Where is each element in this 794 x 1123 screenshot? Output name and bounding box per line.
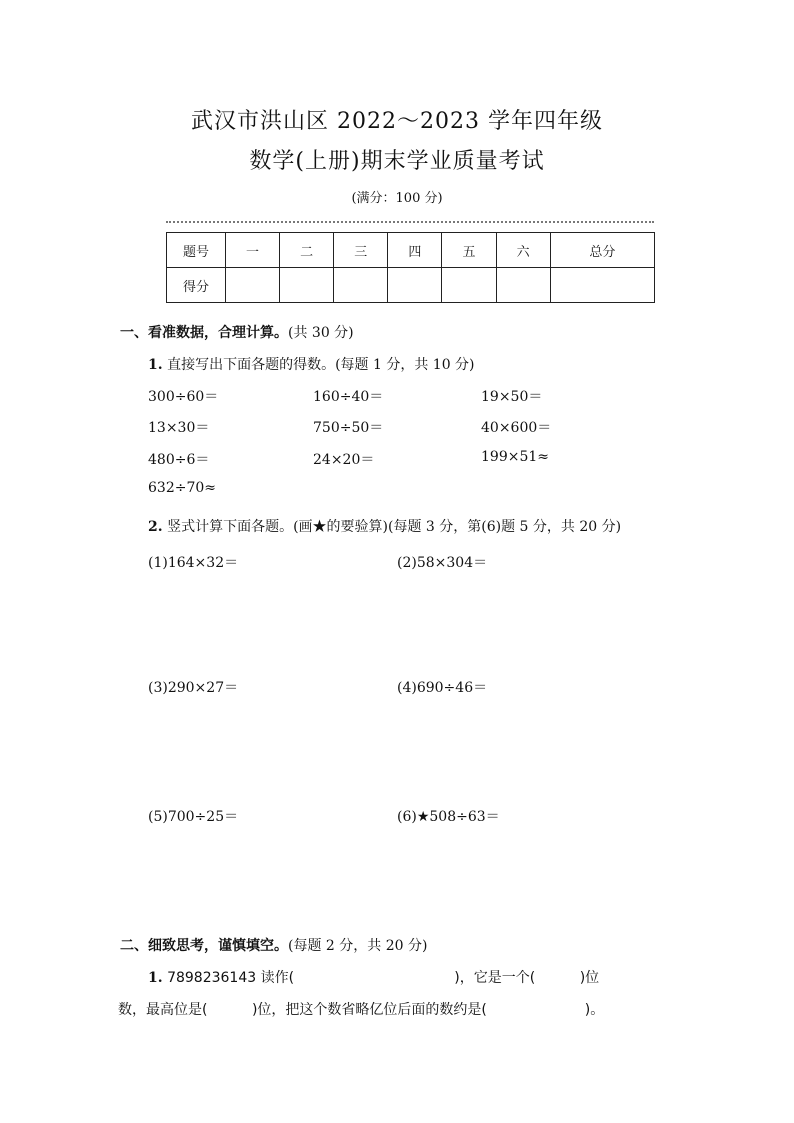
calc-item: 13×30＝ (148, 420, 210, 436)
q-number: 2. (148, 519, 163, 535)
calc-item: 199×51≈ (481, 449, 549, 465)
exam-title-line2: 数学(上册)期末学业质量考试 (249, 149, 545, 174)
section2-note: (每题 2 分，共 20 分) (288, 938, 428, 954)
calc-item: 19×50＝ (481, 389, 543, 405)
q-text: 7898236143 读作( )，它是一个( )位 (167, 970, 600, 986)
q-number: 1. (148, 970, 163, 986)
vertical-calc-item: (1)164×32＝ (148, 555, 239, 571)
score-table-col: 总分 (550, 233, 654, 268)
calc-item: 300÷60＝ (148, 389, 219, 405)
score-cell[interactable] (388, 268, 442, 303)
section2-q1-line1 (148, 967, 599, 987)
score-table (166, 232, 655, 303)
q-number: 1. (148, 357, 163, 373)
calc-item: 632÷70≈ (148, 480, 216, 496)
score-cell[interactable] (550, 268, 654, 303)
q-text: 直接写出下面各题的得数。 (167, 357, 336, 373)
vertical-calc-item: (5)700÷25＝ (148, 809, 239, 825)
calc-item: 480÷6＝ (148, 452, 210, 468)
score-table-col: 六 (496, 233, 550, 268)
section2-q1-line2: 数，最高位是( )位，把这个数省略亿位后面的数约是( )。 (118, 1002, 605, 1018)
dotted-divider (166, 221, 654, 223)
vertical-calc-item: (6)★508÷63＝ (397, 809, 500, 825)
calc-item: 750÷50＝ (313, 420, 384, 436)
section1-q2-prompt (148, 516, 621, 536)
score-cell[interactable] (334, 268, 388, 303)
score-cell[interactable] (442, 268, 496, 303)
calc-item: 160÷40＝ (313, 389, 384, 405)
score-table-col: 四 (388, 233, 442, 268)
section1-q1-prompt (148, 354, 475, 374)
calc-item: 24×20＝ (313, 452, 375, 468)
score-table-col: 五 (442, 233, 496, 268)
calc-item: 40×600＝ (481, 420, 552, 436)
score-table-row-label: 题号 (167, 233, 226, 268)
vertical-calc-item: (2)58×304＝ (397, 555, 488, 571)
section1-heading (120, 322, 354, 342)
section2-heading (120, 935, 427, 955)
score-table-score-row (167, 268, 655, 303)
vertical-calc-item: (4)690÷46＝ (397, 680, 488, 696)
section1-note: (共 30 分) (288, 325, 354, 341)
section1-title: 一、看准数据，合理计算。 (120, 325, 288, 341)
score-table-header-row (167, 233, 655, 268)
q-text: 竖式计算下面各题。 (167, 519, 294, 535)
score-table-col: 二 (280, 233, 334, 268)
full-score-note: (满分：100 分) (351, 191, 443, 206)
q-note: (画★的要验算)(每题 3 分，第(6)题 5 分，共 20 分) (293, 519, 622, 535)
q-note: (每题 1 分，共 10 分) (335, 357, 475, 373)
section2-title: 二、细致思考，谨慎填空。 (120, 938, 288, 954)
vertical-calc-item: (3)290×27＝ (148, 680, 239, 696)
score-table-row-label: 得分 (167, 268, 226, 303)
score-table-col: 三 (334, 233, 388, 268)
exam-title-line1: 武汉市洪山区 2022～2023 学年四年级 (191, 109, 603, 134)
score-table-col: 一 (226, 233, 280, 268)
score-cell[interactable] (280, 268, 334, 303)
score-cell[interactable] (226, 268, 280, 303)
score-cell[interactable] (496, 268, 550, 303)
